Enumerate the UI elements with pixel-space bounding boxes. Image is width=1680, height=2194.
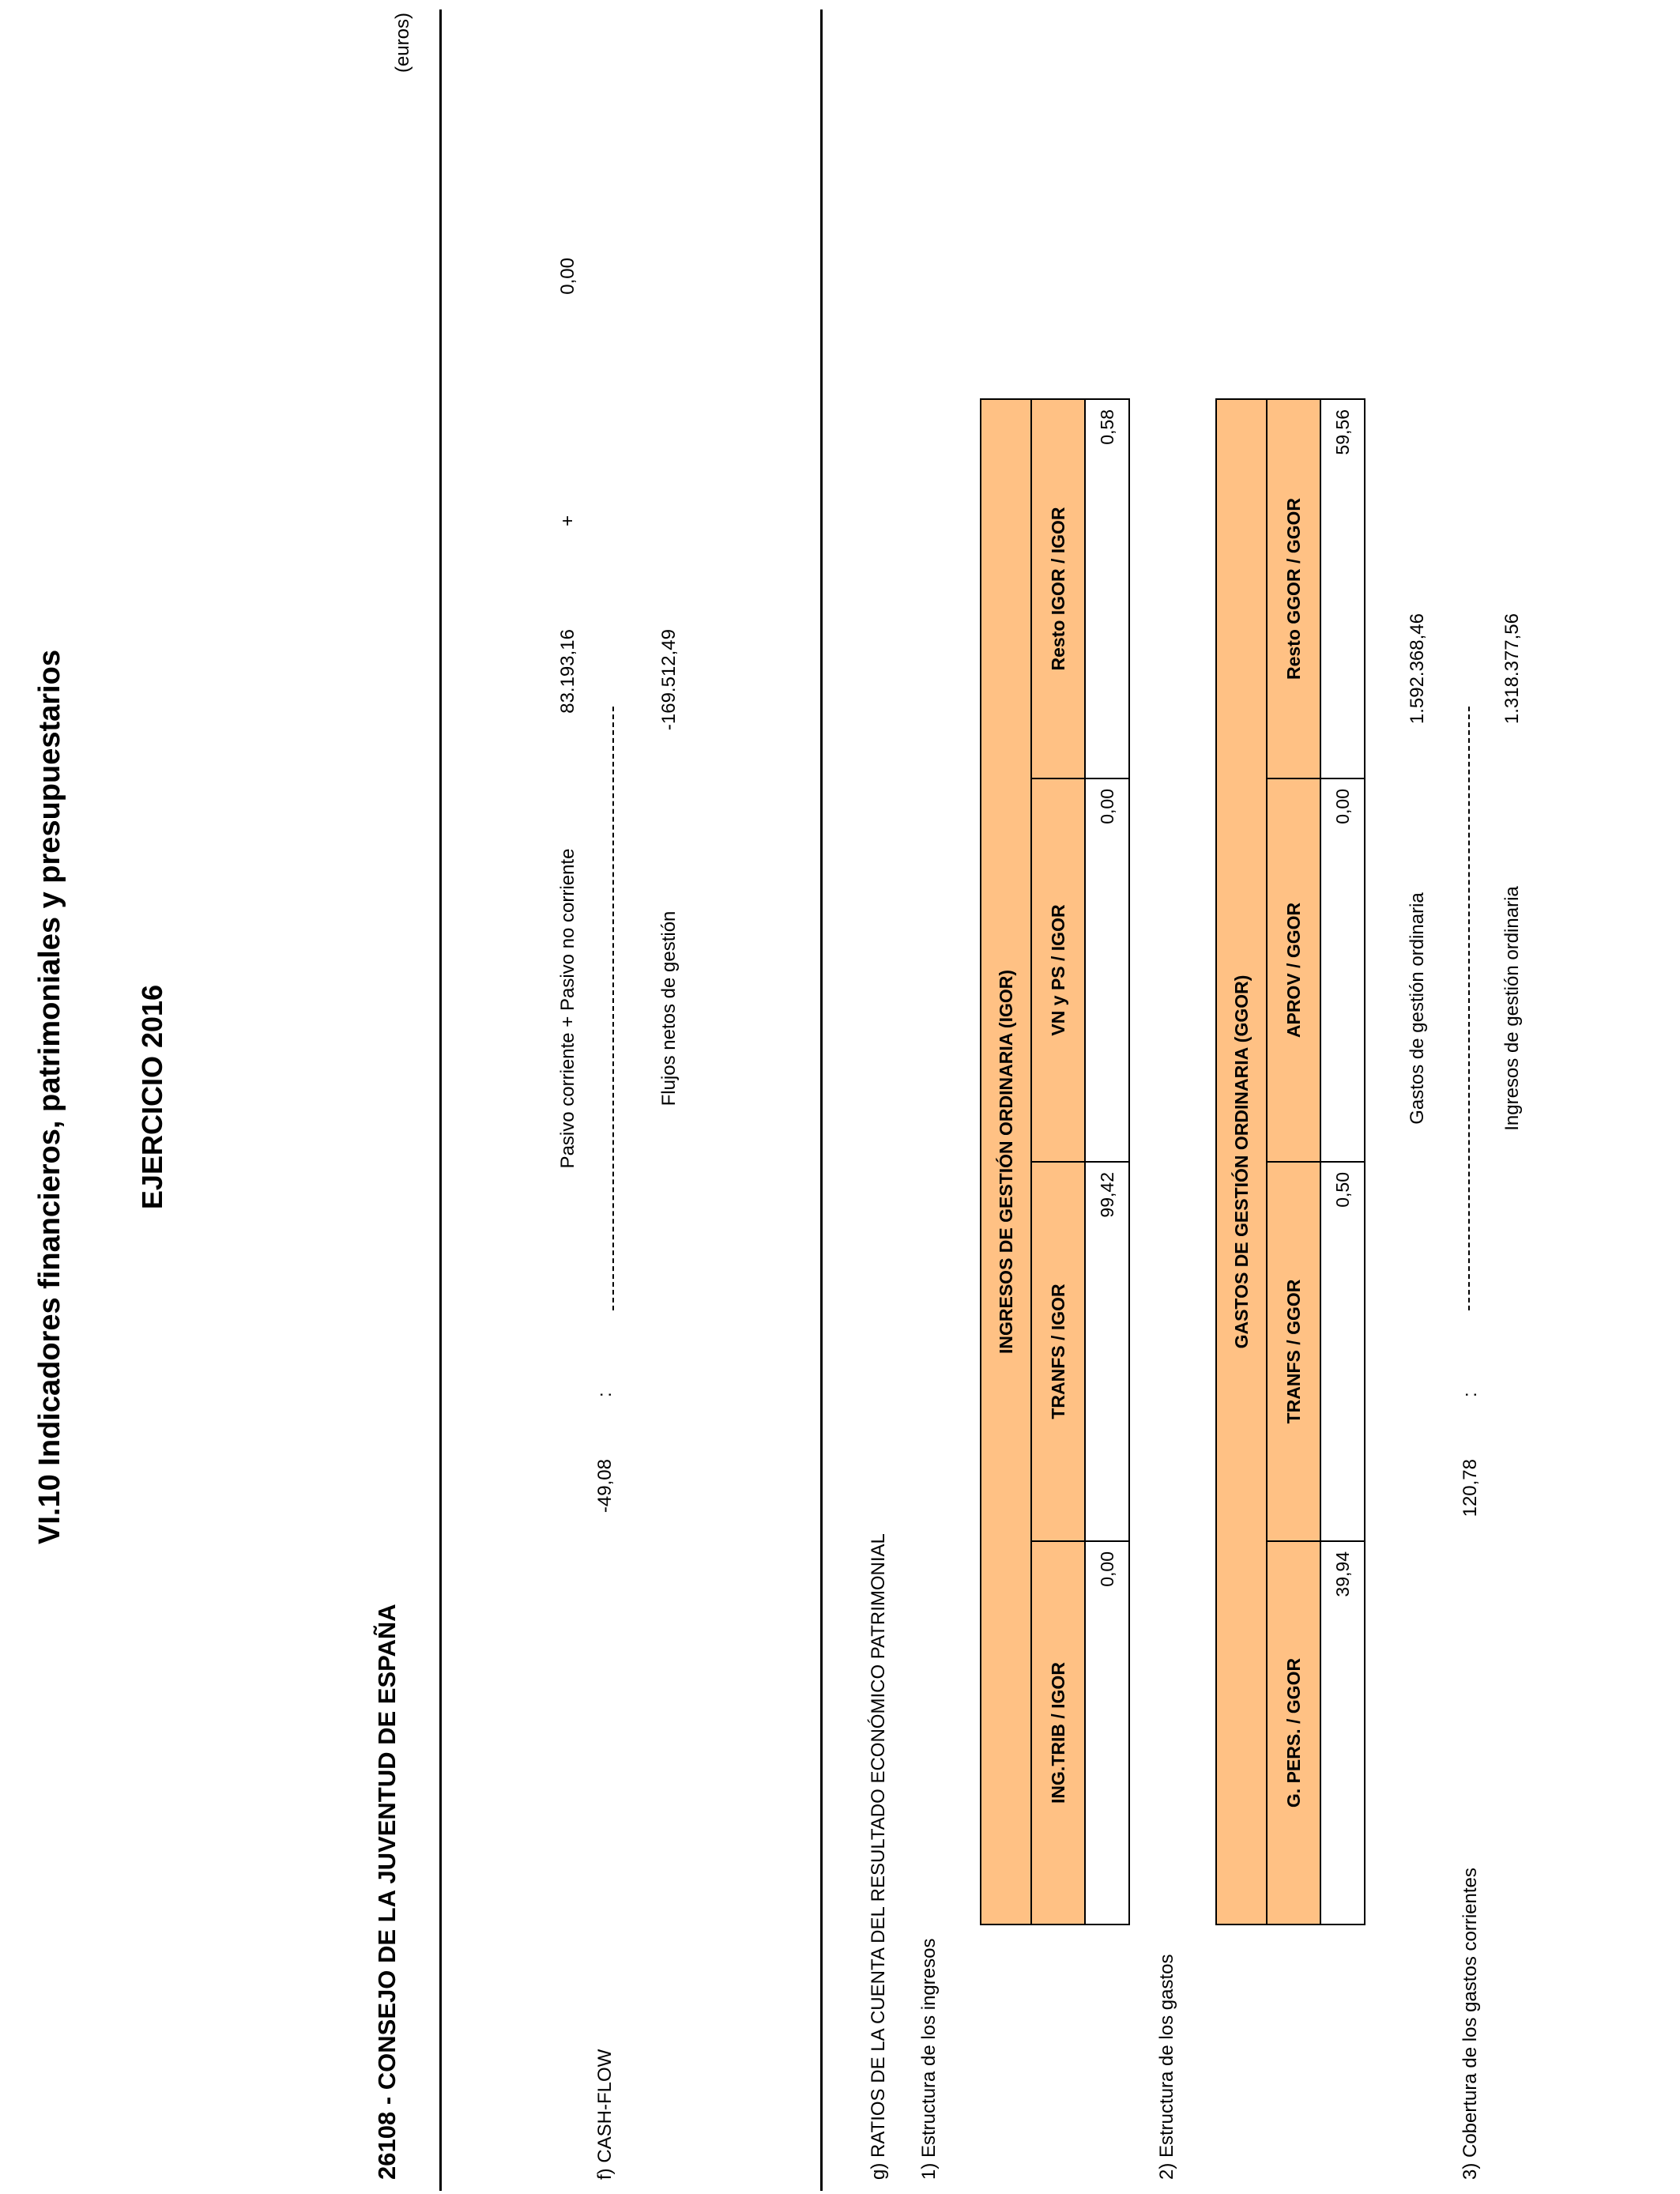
cobertura-numerator-value: 1.592.368,46 [1407, 613, 1428, 725]
cash-flow-label: f) CASH-FLOW [594, 2049, 616, 2180]
ingresos-value: 0,58 [1085, 399, 1129, 778]
ingresos-value: 0,00 [1085, 1541, 1129, 1924]
cobertura-label: 3) Cobertura de los gastos corrientes [1460, 1868, 1481, 2180]
cash-flow-numerator-value: 83.193,16 [557, 629, 578, 714]
cash-flow-value: -49,08 [594, 1459, 616, 1514]
ingresos-col-header: ING.TRIB / IGOR [1031, 1541, 1085, 1924]
ingresos-col-header: Resto IGOR / IGOR [1031, 399, 1085, 778]
cobertura-denominator-label: Ingresos de gestión ordinaria [1501, 886, 1523, 1131]
cash-flow-extra-value: 0,00 [557, 258, 578, 295]
ingresos-structure-label: 1) Estructura de los ingresos [918, 1938, 940, 2180]
gastos-col-header: G. PERS. / GGOR [1267, 1541, 1320, 1924]
gastos-col-header: TRANFS / GGOR [1267, 1162, 1320, 1541]
units-label: (euros) [392, 13, 413, 74]
plus-sign: + [557, 515, 578, 526]
gastos-ratio-table [1215, 398, 1365, 1925]
cobertura-value: 120,78 [1460, 1459, 1481, 1517]
cobertura-fraction-line [1468, 707, 1470, 1310]
middle-divider [820, 9, 823, 2191]
cash-flow-fraction-line [612, 707, 614, 1310]
ingresos-table-title: INGRESOS DE GESTIÓN ORDINARIA (IGOR) [981, 399, 1031, 1924]
cash-flow-colon: : [594, 1392, 616, 1397]
cash-flow-denominator-value: -169.512,49 [658, 629, 680, 731]
gastos-col-header: APROV / GGOR [1267, 778, 1320, 1162]
gastos-value: 59,56 [1320, 399, 1365, 778]
gastos-table-title: GASTOS DE GESTIÓN ORDINARIA (GGOR) [1216, 399, 1267, 1924]
report-title: VI.10 Indicadores financieros, patrimoniales y presupuestarios [33, 650, 66, 1544]
fiscal-year-title: EJERCICIO 2016 [136, 984, 168, 1210]
ratios-section-label: g) RATIOS DE LA CUENTA DEL RESULTADO ECONÓMICO PATRIMONIAL [868, 1533, 889, 2180]
cash-flow-denominator-label: Flujos netos de gestión [658, 910, 680, 1106]
gastos-structure-label: 2) Estructura de los gastos [1156, 1954, 1177, 2180]
cobertura-denominator-value: 1.318.377,56 [1501, 613, 1523, 725]
gastos-value: 0,00 [1320, 778, 1365, 1162]
cobertura-numerator-label: Gastos de gestión ordinaria [1407, 892, 1428, 1125]
ingresos-value: 99,42 [1085, 1162, 1129, 1541]
ingresos-value: 0,00 [1085, 778, 1129, 1162]
ingresos-col-header: VN y PS / IGOR [1031, 778, 1085, 1162]
cash-flow-numerator-label: Pasivo corriente + Pasivo no corriente [557, 848, 578, 1169]
top-divider [439, 9, 442, 2191]
ingresos-col-header: TRANFS / IGOR [1031, 1162, 1085, 1541]
cobertura-colon: : [1460, 1392, 1481, 1397]
ingresos-ratio-table [980, 398, 1130, 1925]
gastos-col-header: Resto GGOR / GGOR [1267, 399, 1320, 778]
gastos-value: 0,50 [1320, 1162, 1365, 1541]
gastos-value: 39,94 [1320, 1541, 1365, 1924]
entity-name: 26108 - CONSEJO DE LA JUVENTUD DE ESPAÑA [373, 1604, 401, 2180]
